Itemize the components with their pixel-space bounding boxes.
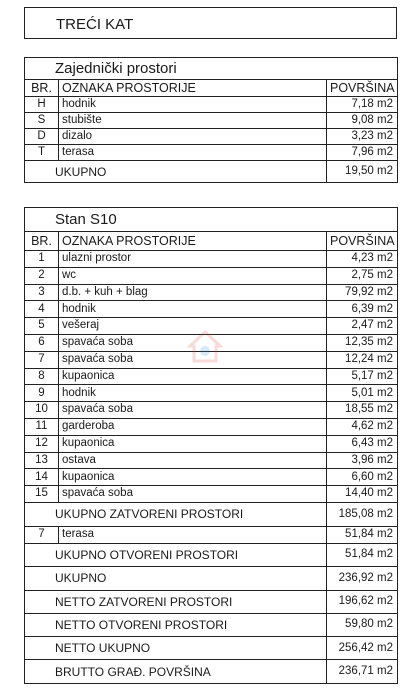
summary-row <box>25 567 398 590</box>
table-row <box>25 129 398 145</box>
room-no: 7 <box>25 351 59 368</box>
room-area: 7,96 m2 <box>327 145 398 161</box>
room-area: 12,24 m2 <box>327 351 398 368</box>
room-name: spavaća soba <box>59 351 327 368</box>
room-name: stubište <box>59 113 327 129</box>
room-no: 6 <box>25 334 59 351</box>
table-row <box>25 301 398 318</box>
room-area: 7,18 m2 <box>327 97 398 113</box>
table-row <box>25 486 398 503</box>
floor-title-box <box>24 7 397 39</box>
summary-row <box>25 543 398 566</box>
open-row-name: terasa <box>59 526 327 543</box>
room-area: 4,23 m2 <box>327 251 398 268</box>
apartment-table <box>24 207 398 684</box>
closed-total-label: UKUPNO ZATVORENI PROSTORI <box>25 502 327 526</box>
room-no: 4 <box>25 301 59 318</box>
table-row <box>25 469 398 486</box>
floor-title: TREĆI KAT <box>56 16 134 33</box>
col-header-no: BR. <box>25 232 59 251</box>
table-row <box>25 251 398 268</box>
table-row <box>25 145 398 161</box>
common-areas-title: Zajednički prostori <box>25 58 398 80</box>
table-row <box>25 385 398 402</box>
room-no: 15 <box>25 486 59 503</box>
room-name: spavaća soba <box>59 486 327 503</box>
summary-area: 51,84 m2 <box>327 543 398 566</box>
room-no: S <box>25 113 59 129</box>
room-area: 3,96 m2 <box>327 452 398 469</box>
col-header-area: POVRŠINA <box>327 232 398 251</box>
room-area: 2,47 m2 <box>327 318 398 335</box>
room-name: dizalo <box>59 129 327 145</box>
summary-label: NETTO ZATVORENI PROSTORI <box>25 590 327 613</box>
table-row <box>25 435 398 452</box>
room-name: kupaonica <box>59 435 327 452</box>
table-row <box>25 418 398 435</box>
room-area: 12,35 m2 <box>327 334 398 351</box>
summary-area: 236,71 m2 <box>327 660 398 683</box>
room-area: 3,23 m2 <box>327 129 398 145</box>
table-row <box>25 402 398 419</box>
room-no: 14 <box>25 469 59 486</box>
common-total-area: 19,50 m2 <box>327 161 398 183</box>
summary-label: NETTO OTVORENI PROSTORI <box>25 613 327 636</box>
common-total-label: UKUPNO <box>25 161 327 183</box>
col-header-no: BR. <box>25 80 59 97</box>
summary-area: 256,42 m2 <box>327 637 398 660</box>
room-name: spavaća soba <box>59 402 327 419</box>
room-name: garderoba <box>59 418 327 435</box>
room-area: 5,17 m2 <box>327 368 398 385</box>
summary-label: UKUPNO <box>25 567 327 590</box>
open-row-no: 7 <box>25 526 59 543</box>
table-row <box>25 113 398 129</box>
col-header-name: OZNAKA PROSTORIJE <box>59 232 327 251</box>
room-name: d.b. + kuh + blag <box>59 284 327 301</box>
table-row <box>25 97 398 113</box>
room-name: vešeraj <box>59 318 327 335</box>
summary-label: NETTO UKUPNO <box>25 637 327 660</box>
room-no: 13 <box>25 452 59 469</box>
summary-label: UKUPNO OTVORENI PROSTORI <box>25 543 327 566</box>
summary-row <box>25 613 398 636</box>
room-no: D <box>25 129 59 145</box>
room-area: 18,55 m2 <box>327 402 398 419</box>
summary-label: BRUTTO GRAĐ. POVRŠINA <box>25 660 327 683</box>
room-name: spavaća soba <box>59 334 327 351</box>
room-area: 6,43 m2 <box>327 435 398 452</box>
room-area: 9,08 m2 <box>327 113 398 129</box>
room-area: 79,92 m2 <box>327 284 398 301</box>
summary-row <box>25 590 398 613</box>
room-area: 5,01 m2 <box>327 385 398 402</box>
summary-area: 196,62 m2 <box>327 590 398 613</box>
room-name: ostava <box>59 452 327 469</box>
table-row <box>25 368 398 385</box>
room-name: terasa <box>59 145 327 161</box>
room-no: H <box>25 97 59 113</box>
room-no: T <box>25 145 59 161</box>
room-no: 9 <box>25 385 59 402</box>
room-name: hodnik <box>59 385 327 402</box>
room-area: 6,39 m2 <box>327 301 398 318</box>
open-row-area: 51,84 m2 <box>327 526 398 543</box>
room-no: 10 <box>25 402 59 419</box>
watermark-logo-icon <box>187 329 223 365</box>
room-no: 1 <box>25 251 59 268</box>
room-no: 5 <box>25 318 59 335</box>
closed-total-area: 185,08 m2 <box>327 502 398 526</box>
table-row <box>25 284 398 301</box>
summary-row <box>25 637 398 660</box>
room-no: 8 <box>25 368 59 385</box>
apartment-title: Stan S10 <box>25 208 398 232</box>
room-area: 4,62 m2 <box>327 418 398 435</box>
room-name: hodnik <box>59 301 327 318</box>
room-name: kupaonica <box>59 469 327 486</box>
room-name: kupaonica <box>59 368 327 385</box>
col-header-name: OZNAKA PROSTORIJE <box>59 80 327 97</box>
room-no: 2 <box>25 267 59 284</box>
room-no: 3 <box>25 284 59 301</box>
room-area: 6,60 m2 <box>327 469 398 486</box>
table-row <box>25 452 398 469</box>
room-area: 2,75 m2 <box>327 267 398 284</box>
room-name: ulazni prostor <box>59 251 327 268</box>
summary-row <box>25 660 398 683</box>
room-name: wc <box>59 267 327 284</box>
col-header-area: POVRŠINA <box>327 80 398 97</box>
room-area: 14,40 m2 <box>327 486 398 503</box>
summary-area: 236,92 m2 <box>327 567 398 590</box>
room-name: hodnik <box>59 97 327 113</box>
room-no: 12 <box>25 435 59 452</box>
common-areas-table <box>24 57 398 183</box>
summary-area: 59,80 m2 <box>327 613 398 636</box>
table-row <box>25 267 398 284</box>
room-no: 11 <box>25 418 59 435</box>
